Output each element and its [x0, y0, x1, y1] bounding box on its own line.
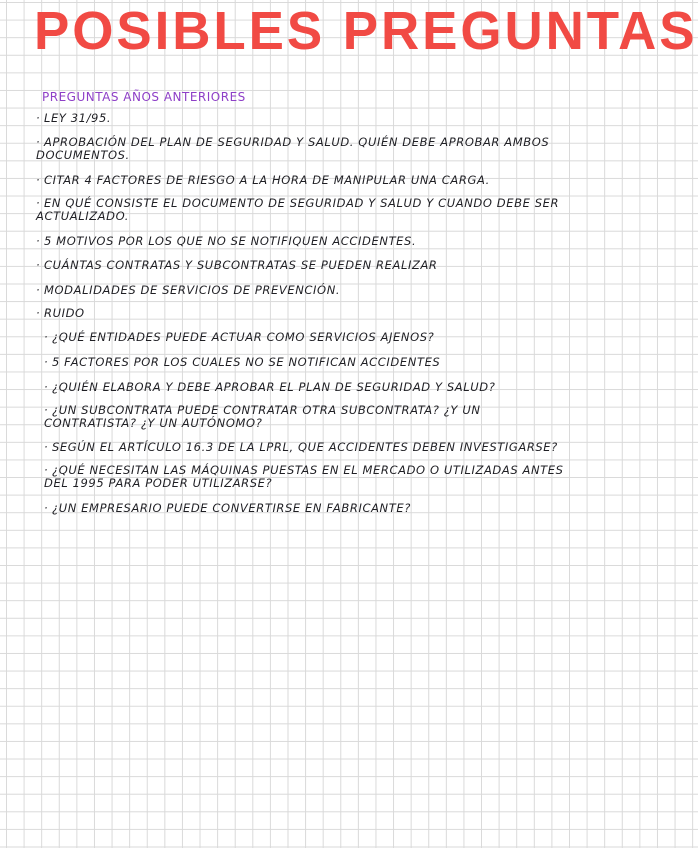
list-item: · MODALIDADES DE SERVICIOS DE PREVENCIÓN. — [36, 283, 341, 297]
list-item: · CUÁNTAS CONTRATAS Y SUBCONTRATAS SE PUEDEN REALIZAR — [36, 258, 438, 272]
page-title: POSIBLES PREGUNTAS — [34, 1, 698, 61]
list-item: · LEY 31/95. — [36, 111, 112, 125]
list-item: · 5 FACTORES POR LOS CUALES NO SE NOTIFICAN ACCIDENTES — [44, 355, 441, 369]
list-item: · ¿QUIÉN ELABORA Y DEBE APROBAR EL PLAN DE SEGURIDAD Y SALUD? — [44, 380, 496, 394]
list-item: · 5 MOTIVOS POR LOS QUE NO SE NOTIFIQUEN ACCIDENTES. — [36, 234, 417, 248]
list-item: · CITAR 4 FACTORES DE RIESGO A LA HORA DE MANIPULAR UNA CARGA. — [36, 173, 490, 187]
list-item: · ¿QUÉ NECESITAN LAS MÁQUINAS PUESTAS EN EL MERCADO O UTILIZADAS ANTES DEL 1995 PARA PODER UTILIZARSE? — [44, 463, 564, 490]
list-item: · ¿UN EMPRESARIO PUEDE CONVERTIRSE EN FABRICANTE? — [44, 501, 411, 515]
list-item: · APROBACIÓN DEL PLAN DE SEGURIDAD Y SALUD. QUIÉN DEBE APROBAR AMBOS DOCUMENTOS. — [36, 135, 550, 162]
list-item: · ¿QUÉ ENTIDADES PUEDE ACTUAR COMO SERVICIOS AJENOS? — [44, 330, 435, 344]
list-item: · SEGÚN EL ARTÍCULO 16.3 DE LA LPRL, QUE ACCIDENTES DEBEN INVESTIGARSE? — [44, 440, 558, 454]
section-subtitle: PREGUNTAS AÑOS ANTERIORES — [42, 90, 246, 104]
list-item: · RUIDO — [36, 306, 85, 320]
list-item: · ¿UN SUBCONTRATA PUEDE CONTRATAR OTRA SUBCONTRATA? ¿Y UN CONTRATISTA? ¿Y UN AUTÓNOMO? — [44, 403, 481, 430]
list-item: · EN QUÉ CONSISTE EL DOCUMENTO DE SEGURIDAD Y SALUD Y CUANDO DEBE SER ACTUALIZADO. — [36, 196, 560, 223]
